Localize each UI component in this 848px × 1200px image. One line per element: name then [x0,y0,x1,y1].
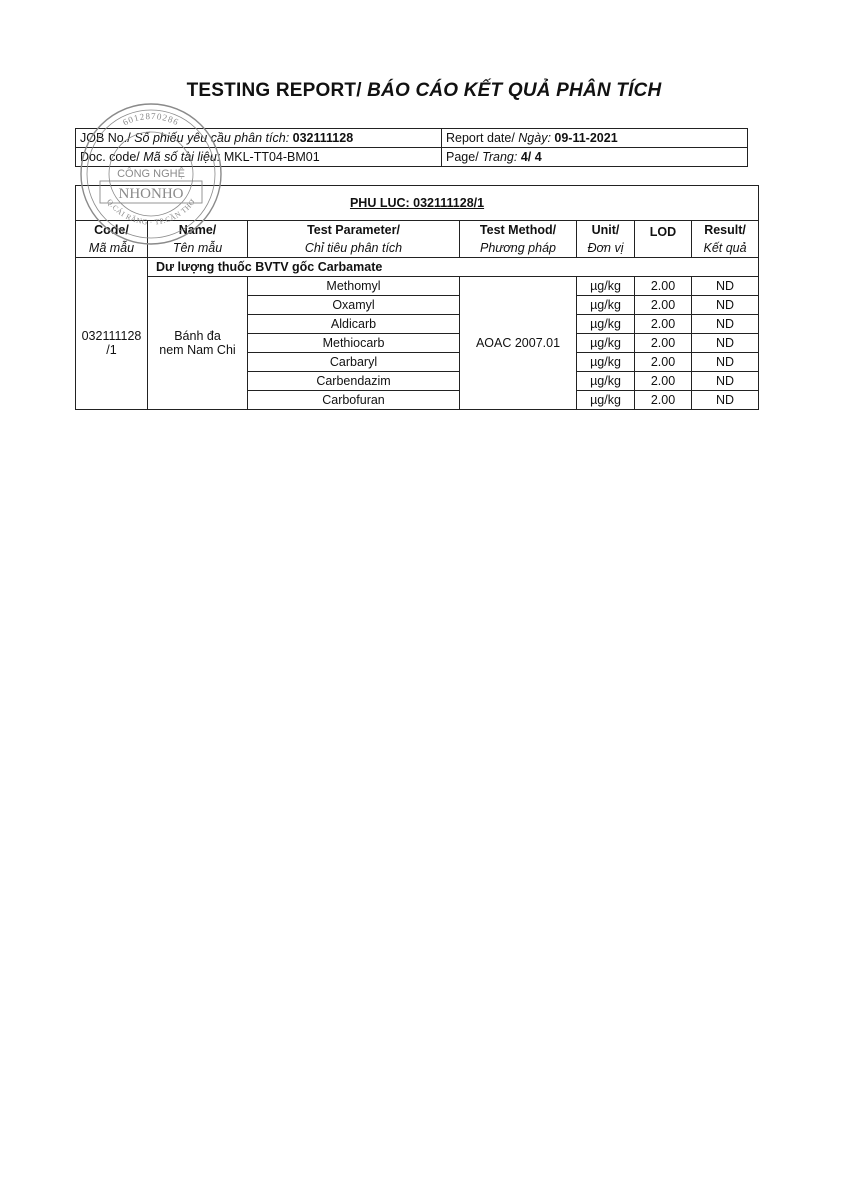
job-info-row [76,129,748,148]
header-vi: Chỉ tiêu phân tích [304,241,403,255]
lod-cell: 2.00 [635,391,692,410]
result-cell: ND [692,315,759,334]
lod-cell: 2.00 [635,334,692,353]
doc-label: Doc. code/ [80,150,144,164]
header-en: Code/ [94,223,129,237]
date-value: 09-11-2021 [550,131,618,145]
sample-name-line1: Bánh đa [174,329,221,343]
table-row [76,277,759,296]
param-cell: Oxamyl [248,296,460,315]
table-header [76,221,759,258]
group-title: Dư lượng thuốc BVTV gốc Carbamate [148,258,759,277]
report-title-vi: BÁO CÁO KẾT QUẢ PHÂN TÍCH [361,80,662,101]
job-label: JOB No./ [80,131,135,145]
header-en: Test Parameter/ [307,223,400,237]
group-row [76,258,759,277]
unit-cell: µg/kg [577,315,635,334]
header-en: Result/ [704,223,746,237]
results-table [75,185,759,410]
param-cell: Methomyl [248,277,460,296]
doc-info-row [76,148,748,167]
unit-cell: µg/kg [577,334,635,353]
svg-text:6012870286 [121,111,181,128]
lod-cell: 2.00 [635,277,692,296]
header-vi: Đơn vị [587,241,624,255]
header-parameter [248,221,460,258]
header-en: Test Method/ [479,223,557,237]
doc-value: MKL-TT04-BM01 [220,150,320,164]
param-cell: Aldicarb [248,315,460,334]
result-cell: ND [692,334,759,353]
lod-cell: 2.00 [635,353,692,372]
page-label-vi: Trang: [482,150,518,164]
unit-cell: µg/kg [577,391,635,410]
page-label: Page/ [446,150,483,164]
header-name [148,221,248,258]
result-cell: ND [692,353,759,372]
lod-cell: 2.00 [635,315,692,334]
job-info-table [75,128,748,167]
job-label-vi: Số phiếu yêu cầu phân tích: [134,131,290,145]
doc-label-vi: Mã số tài liệu: [143,150,221,164]
header-unit [577,221,635,258]
group-spacer [76,258,148,277]
lod-cell: 2.00 [635,372,692,391]
date-label-vi: Ngày: [518,131,551,145]
unit-cell: µg/kg [577,353,635,372]
appendix-title: PHU LUC: 032111128/1 [76,186,759,221]
header-code [76,221,148,258]
param-cell: Carbendazim [248,372,460,391]
param-cell: Carbofuran [248,391,460,410]
unit-cell: µg/kg [577,372,635,391]
result-cell: ND [692,277,759,296]
param-cell: Methiocarb [248,334,460,353]
header-result [692,221,759,258]
header-vi: Phương pháp [480,241,556,255]
header-en: Unit/ [591,223,620,237]
page-cell [442,148,748,167]
header-en: LOD [649,225,677,239]
header-vi: Mã mẫu [88,241,135,255]
header-method [460,221,577,258]
sample-code [76,277,148,410]
result-cell: ND [692,372,759,391]
stamp-top-text: 6012870286 [121,110,181,128]
report-date-cell [442,129,748,148]
header-vi: Tên mẫu [172,241,223,255]
stamp-center-top: CÔNG NGHỆ [117,168,185,180]
header-vi: Kết quả [703,241,747,255]
lod-cell: 2.00 [635,296,692,315]
header-lod [635,221,692,258]
sample-name-line2: nem Nam Chi [159,343,236,357]
stamp-center-name: NHONHO [118,186,184,202]
sample-code-line1: 032111128 [81,328,142,343]
param-cell: Carbaryl [248,353,460,372]
unit-cell: µg/kg [577,296,635,315]
doc-code-cell [76,148,442,167]
report-title-en: TESTING REPORT/ [186,80,362,101]
date-label: Report date/ [446,131,519,145]
unit-cell: µg/kg [577,277,635,296]
stamp-bottom-text: Q.CÁI RĂNG · TP.CẦN THƠ [105,197,197,227]
method-cell: AOAC 2007.01 [460,277,577,410]
page-value: 4/ 4 [517,150,542,164]
header-en: Name/ [178,223,217,237]
sample-code-line2: /1 [106,342,117,357]
result-cell: ND [692,391,759,410]
result-cell: ND [692,296,759,315]
job-value: 032111128 [289,131,354,145]
sample-name [148,277,248,410]
report-title [0,80,848,102]
job-number-cell [76,129,442,148]
